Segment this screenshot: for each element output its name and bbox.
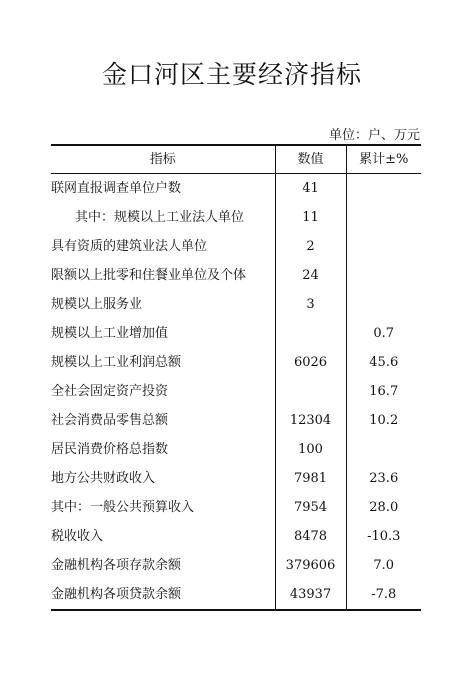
page-title: 金口河区主要经济指标	[101, 60, 362, 89]
indicator-name-cell: 其中：规模以上工业法人单位	[75, 210, 245, 225]
indicators-table	[51, 144, 421, 611]
indicator-name-cell: 限额以上批零和住餐业单位及个体	[51, 268, 247, 283]
cumulative-change-cell: 45.6	[346, 348, 421, 377]
table-row	[51, 174, 421, 204]
value-cell: 100	[275, 435, 346, 464]
header-cumulative-change: 累计±%	[346, 145, 421, 174]
cumulative-change-cell: 16.7	[346, 377, 421, 406]
indicator-name-cell: 地方公共财政收入	[51, 471, 156, 486]
table-header-row	[51, 145, 421, 174]
cumulative-change-cell	[346, 435, 421, 464]
table-row	[51, 290, 421, 319]
table-row	[51, 406, 421, 435]
table-row	[51, 377, 421, 406]
value-cell: 6026	[275, 348, 346, 377]
table-body	[51, 174, 421, 611]
indicator-name-cell: 其中：一般公共预算收入	[51, 500, 195, 515]
header-indicator: 指标	[51, 145, 275, 174]
indicator-name-cell: 金融机构各项存款余额	[51, 558, 182, 573]
cumulative-change-cell: -7.8	[346, 580, 421, 610]
table-row	[51, 261, 421, 290]
cumulative-change-cell	[346, 232, 421, 261]
value-cell: 3	[275, 290, 346, 319]
table-row	[51, 551, 421, 580]
indicator-name-cell: 金融机构各项贷款余额	[51, 580, 275, 610]
indicator-name-cell: 社会消费品零售总额	[51, 413, 169, 428]
value-cell: 24	[275, 261, 346, 290]
indicator-name-cell: 联网直报调查单位户数	[51, 181, 182, 196]
indicator-name-cell: 规模以上服务业	[51, 297, 143, 312]
value-cell: 41	[275, 174, 346, 204]
table-row	[51, 493, 421, 522]
table-row	[51, 522, 421, 551]
cumulative-change-cell	[346, 203, 421, 232]
value-cell: 379606	[275, 551, 346, 580]
cumulative-change-cell: 7.0	[346, 551, 421, 580]
value-cell: 43937	[275, 580, 346, 610]
value-cell	[275, 319, 346, 348]
indicator-name-cell: 居民消费价格总指数	[51, 442, 169, 457]
table-row	[51, 464, 421, 493]
value-cell: 8478	[275, 522, 346, 551]
value-cell: 7954	[275, 493, 346, 522]
cumulative-change-cell: 28.0	[346, 493, 421, 522]
table-row	[51, 435, 421, 464]
table-row	[51, 348, 421, 377]
cumulative-change-cell	[346, 261, 421, 290]
indicator-name-cell: 税收收入	[51, 529, 104, 544]
cumulative-change-cell	[346, 290, 421, 319]
unit-label: 单位：户、万元	[328, 128, 420, 143]
value-cell: 2	[275, 232, 346, 261]
cumulative-change-cell: -10.3	[346, 522, 421, 551]
header-value: 数值	[275, 145, 346, 174]
cumulative-change-cell: 10.2	[346, 406, 421, 435]
table-row	[51, 580, 421, 610]
indicator-name-cell: 具有资质的建筑业法人单位	[51, 239, 208, 254]
value-cell: 11	[275, 203, 346, 232]
cumulative-change-cell: 23.6	[346, 464, 421, 493]
cumulative-change-cell: 0.7	[346, 319, 421, 348]
table-row	[51, 319, 421, 348]
indicator-name-cell: 规模以上工业利润总额	[51, 355, 182, 370]
value-cell: 12304	[275, 406, 346, 435]
table-row	[51, 203, 421, 232]
table-row	[51, 232, 421, 261]
indicator-name-cell: 全社会固定资产投资	[51, 384, 169, 399]
value-cell	[275, 377, 346, 406]
cumulative-change-cell	[346, 174, 421, 204]
indicator-name-cell: 规模以上工业增加值	[51, 326, 169, 341]
value-cell: 7981	[275, 464, 346, 493]
